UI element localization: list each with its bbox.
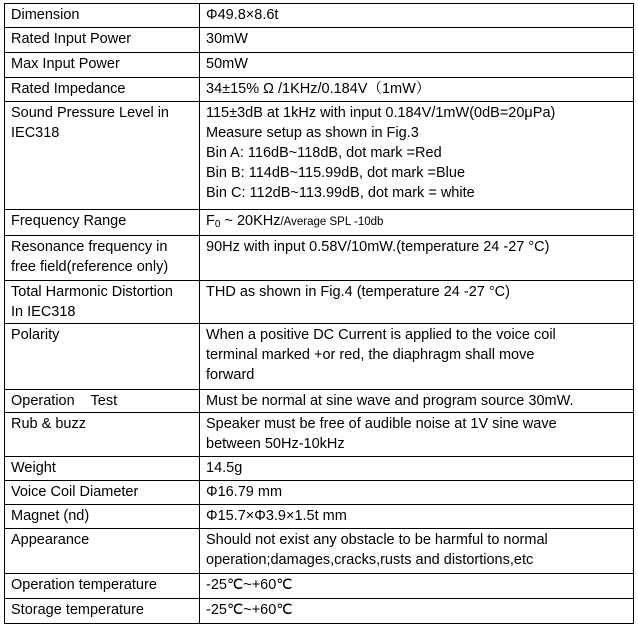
row-value: Must be normal at sine wave and program source 30mW.: [200, 390, 634, 413]
table-row: [5, 574, 634, 599]
row-value: 14.5g: [200, 457, 634, 481]
row-label: Rub & buzz: [5, 413, 200, 457]
row-label: Max Input Power: [5, 53, 200, 78]
row-value: 115±3dB at 1kHz with input 0.184V/1mW(0dB=20μPa) Measure setup as shown in Fig.3 Bin A: 116dB~118dB, dot mark =Red Bin B: 114dB~115.99dB, dot mark =Blue Bin C: 112dB~113.99dB, dot mark = white: [200, 102, 634, 210]
row-label: Resonance frequency in free field(reference only): [5, 236, 200, 281]
row-label: Dimension: [5, 4, 200, 28]
row-value: Φ15.7×Φ3.9×1.5t mm: [200, 505, 634, 529]
row-value: When a positive DC Current is applied to the voice coil terminal marked +or red, the diaphragm shall move forward: [200, 324, 634, 390]
freq-symbol: F: [206, 213, 215, 229]
row-value: 34±15% Ω /1KHz/0.184V（1mW）: [200, 78, 634, 102]
table-row: [5, 78, 634, 102]
table-row: [5, 4, 634, 28]
row-value: Φ49.8×8.6t: [200, 4, 634, 28]
row-value: Φ16.79 mm: [200, 481, 634, 505]
row-label: Magnet (nd): [5, 505, 200, 529]
spec-table: [4, 3, 634, 624]
row-label: Frequency Range: [5, 210, 200, 236]
freq-note: /Average SPL -10db: [280, 216, 384, 228]
row-value: Should not exist any obstacle to be harmful to normal operation;damages,cracks,rusts and distortions,etc: [200, 529, 634, 574]
table-row: [5, 28, 634, 53]
table-row: [5, 599, 634, 624]
table-row: [5, 413, 634, 457]
row-label: Appearance: [5, 529, 200, 574]
table-row: [5, 390, 634, 413]
row-label: Rated Input Power: [5, 28, 200, 53]
row-value: 50mW: [200, 53, 634, 78]
row-label: Polarity: [5, 324, 200, 390]
row-label: Sound Pressure Level in IEC318: [5, 102, 200, 210]
table-row: [5, 529, 634, 574]
table-row: [5, 236, 634, 281]
row-value: 30mW: [200, 28, 634, 53]
freq-subscript: 0: [214, 219, 221, 230]
table-row: [5, 281, 634, 324]
row-label: Rated Impedance: [5, 78, 200, 102]
row-value: -25℃~+60℃: [200, 599, 634, 624]
table-row: [5, 505, 634, 529]
row-value: [200, 210, 634, 236]
row-value: THD as shown in Fig.4 (temperature 24 -27 °C): [200, 281, 634, 324]
row-value: 90Hz with input 0.58V/10mW.(temperature 24 -27 °C): [200, 236, 634, 281]
freq-range: ~ 20KHz: [220, 213, 281, 229]
row-label: Weight: [5, 457, 200, 481]
table-row: [5, 53, 634, 78]
table-row: [5, 481, 634, 505]
row-label: Storage temperature: [5, 599, 200, 624]
table-row: [5, 324, 634, 390]
table-row: [5, 102, 634, 210]
row-value: -25℃~+60℃: [200, 574, 634, 599]
row-value: Speaker must be free of audible noise at 1V sine wave between 50Hz-10kHz: [200, 413, 634, 457]
row-label: Total Harmonic Distortion In IEC318: [5, 281, 200, 324]
table-row: [5, 457, 634, 481]
row-label: Voice Coil Diameter: [5, 481, 200, 505]
table-row: [5, 210, 634, 236]
row-label: Operation Test: [5, 390, 200, 413]
row-label: Operation temperature: [5, 574, 200, 599]
